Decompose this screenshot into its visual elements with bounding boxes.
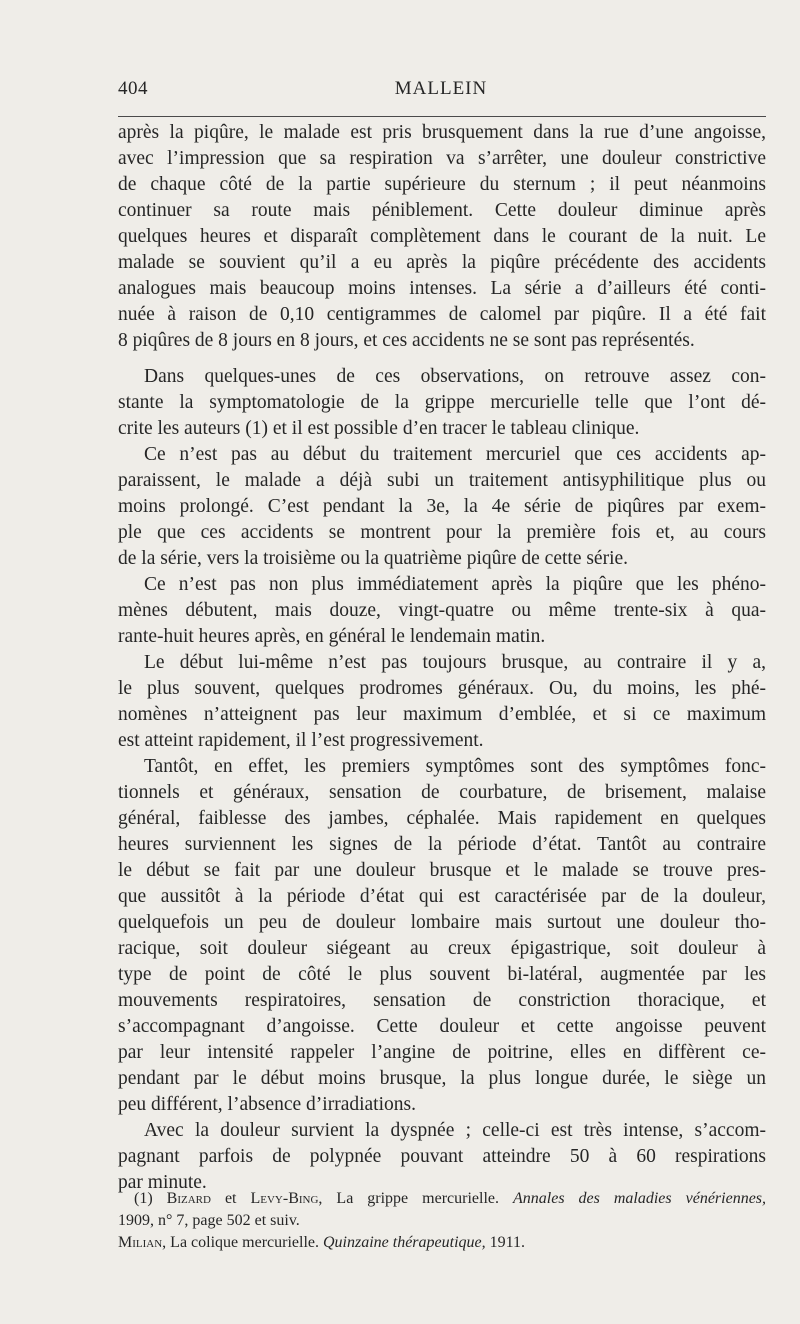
- text-line: type de point de côté le plus souvent bi-latéral, augmentée par les: [118, 964, 766, 985]
- paragraph-4: [118, 572, 766, 650]
- paragraph-3: [118, 442, 766, 572]
- text-line: paraissent, le malade a déjà subi un traitement antisyphilitique plus ou: [118, 470, 766, 491]
- text-line: que aussitôt à la période d’état qui est caractérisée par de la douleur,: [118, 886, 766, 907]
- running-header: [118, 78, 764, 104]
- text-line: s’accompagnant d’angoisse. Cette douleur et cette angoisse peuvent: [118, 1016, 766, 1037]
- footnote-author: Levy-Bing: [250, 1190, 319, 1207]
- text-line: de chaque côté de la partie supérieure du sternum ; il peut néanmoins: [118, 174, 766, 195]
- running-title: MALLEIN: [394, 78, 488, 99]
- footnote-year: 1911.: [489, 1234, 526, 1251]
- text-line: mouvements respiratoires, sensation de constriction thoracique, et: [118, 990, 766, 1011]
- paragraph-7: [118, 1118, 766, 1196]
- text-line: Ce n’est pas au début du traitement mercuriel que ces accidents ap-: [144, 444, 766, 465]
- footnotes: [118, 1188, 766, 1254]
- text-line: rante-huit heures après, en général le lendemain matin.: [118, 626, 546, 647]
- text-line: Le début lui-même n’est pas toujours brusque, au contraire il y a,: [144, 652, 766, 673]
- text-line: continuer sa route mais péniblement. Cette douleur diminue après: [118, 200, 766, 221]
- footnote-1-cont: 1909, n° 7, page 502 et suiv.: [118, 1212, 300, 1229]
- footnote-author: Milian: [118, 1234, 163, 1251]
- text-line: Dans quelques-unes de ces observations, on retrouve assez con-: [144, 366, 766, 387]
- text-line: avec l’impression que sa respiration va s’arrêter, une douleur constrictive: [118, 148, 766, 169]
- footnote-conjunction: et: [224, 1190, 237, 1207]
- paragraph-6: [118, 754, 766, 1118]
- text-line: Avec la douleur survient la dyspnée ; celle-ci est très intense, s’accom-: [144, 1120, 766, 1141]
- text-line: pendant par le début moins brusque, la plus longue durée, le siège un: [118, 1068, 766, 1089]
- footnote-title: , La grippe mercurielle.: [318, 1190, 499, 1207]
- text-line: ple que ces accidents se montrent pour la première fois et, au cours: [118, 522, 766, 543]
- footnote-journal: Quinzaine thérapeutique,: [322, 1234, 486, 1251]
- text-line: par minute.: [118, 1172, 207, 1193]
- text-line: 8 piqûres de 8 jours en 8 jours, et ces accidents ne se sont pas représentés.: [118, 330, 695, 351]
- paragraph-5: [118, 650, 766, 754]
- text-line: Tantôt, en effet, les premiers symptômes sont des symptômes fonc-: [144, 756, 766, 777]
- text-line: peu différent, l’absence d’irradiations.: [118, 1094, 416, 1115]
- text-line: racique, soit douleur siégeant au creux épigastrique, soit douleur à: [118, 938, 766, 959]
- text-line: le début se fait par une douleur brusque et le malade se trouve pres-: [118, 860, 766, 881]
- text-line: heures surviennent les signes de la période d’état. Tantôt au contraire: [118, 834, 766, 855]
- footnote-author: Bizard: [166, 1190, 211, 1207]
- footnote-marker: (1): [134, 1190, 153, 1207]
- text-line: de la série, vers la troisième ou la quatrième piqûre de cette série.: [118, 548, 629, 569]
- paragraph-2: [118, 364, 766, 442]
- text-line: nomènes n’atteignent pas leur maximum d’emblée, et si ce maximum: [118, 704, 766, 725]
- text-line: pagnant parfois de polypnée pouvant atteindre 50 à 60 respirations: [118, 1146, 766, 1167]
- footnote-2: [118, 1232, 766, 1254]
- text-line: le plus souvent, quelques prodromes généraux. Ou, du moins, les phé-: [118, 678, 766, 699]
- text-line: moins prolongé. C’est pendant la 3e, la 4e série de piqûres par exem-: [118, 496, 766, 517]
- text-line: stante la symptomatologie de la grippe mercurielle telle que l’ont dé-: [118, 392, 766, 413]
- footnote-journal: Annales des maladies vénériennes,: [513, 1190, 767, 1207]
- header-rule: [118, 116, 766, 117]
- text-line: crite les auteurs (1) et il est possible d’en tracer le tableau clinique.: [118, 418, 640, 439]
- footnote-title: , La colique mercurielle.: [162, 1234, 319, 1251]
- text-line: après la piqûre, le malade est pris brusquement dans la rue d’une angoisse,: [118, 122, 766, 143]
- text-line: par leur intensité rappeler l’angine de poitrine, elles en diffèrent ce-: [118, 1042, 766, 1063]
- text-line: Ce n’est pas non plus immédiatement après la piqûre que les phéno-: [144, 574, 766, 595]
- page-number: 404: [118, 78, 148, 99]
- body-text: [118, 120, 766, 1196]
- text-line: malade se souvient qu’il a eu après la piqûre précédente des accidents: [118, 252, 766, 273]
- text-line: quelquefois un peu de douleur lombaire mais surtout une douleur tho-: [118, 912, 766, 933]
- text-line: analogues mais beaucoup moins intenses. La série a d’ailleurs été conti-: [118, 278, 766, 299]
- text-line: quelques heures et disparaît complètement dans le courant de la nuit. Le: [118, 226, 766, 247]
- footnote-1: [118, 1188, 766, 1210]
- text-line: est atteint rapidement, il l’est progressivement.: [118, 730, 484, 751]
- text-line: général, faiblesse des jambes, céphalée. Mais rapidement en quelques: [118, 808, 766, 829]
- text-line: tionnels et généraux, sensation de courbature, de brisement, malaise: [118, 782, 766, 803]
- text-line: mènes débutent, mais douze, vingt-quatre ou même trente-six à qua-: [118, 600, 766, 621]
- paragraph-1: [118, 120, 766, 354]
- text-line: nuée à raison de 0,10 centigrammes de calomel par piqûre. Il a été fait: [118, 304, 766, 325]
